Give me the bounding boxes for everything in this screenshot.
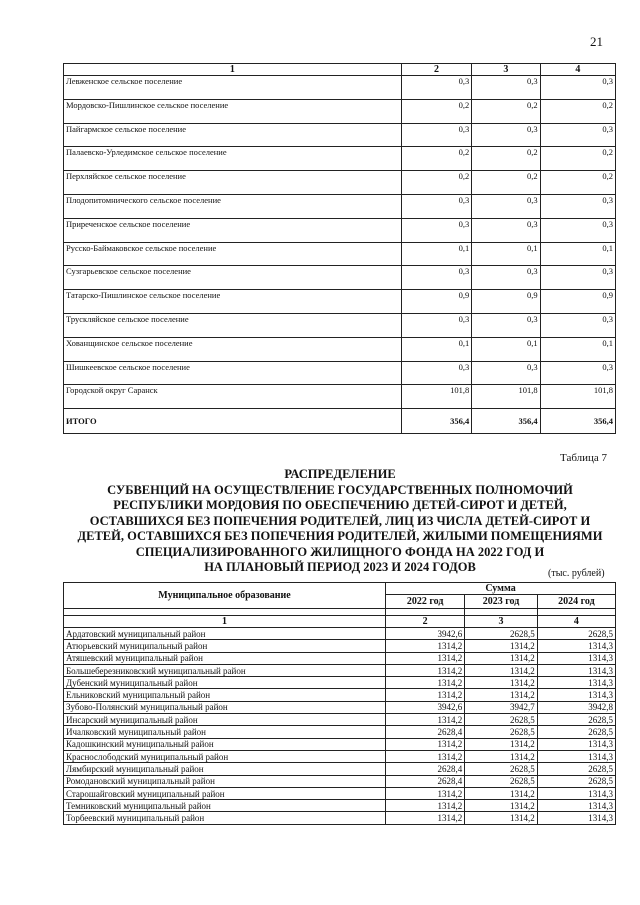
title-line: СУБВЕНЦИЙ НА ОСУЩЕСТВЛЕНИЕ ГОСУДАРСТВЕННЫХ ПОЛНОМОЧИЙ (107, 482, 573, 497)
value-2023: 3942,7 (465, 701, 538, 713)
municipality-name: Мордовско-Пишлинское сельское поселение (64, 99, 402, 123)
value-2022: 0,9 (401, 290, 471, 314)
year-header: 2023 год (465, 595, 538, 609)
value-2022: 2628,4 (386, 726, 465, 738)
column-number: 1 (64, 616, 386, 628)
value-2023: 0,3 (472, 266, 540, 290)
value-2023: 356,4 (472, 409, 540, 434)
subventions-table (63, 582, 616, 825)
value-2024: 0,3 (540, 194, 615, 218)
table-row (64, 147, 616, 171)
value-2023: 0,2 (472, 99, 540, 123)
value-2024: 0,3 (540, 313, 615, 337)
value-2022: 2628,4 (386, 763, 465, 775)
value-2022: 1314,2 (386, 812, 465, 824)
value-2022: 0,3 (401, 361, 471, 385)
value-2023: 2628,5 (465, 726, 538, 738)
municipality-name: Сузгарьевское сельское поселение (64, 266, 402, 290)
value-2024: 0,3 (540, 218, 615, 242)
value-2022: 0,3 (401, 266, 471, 290)
column-header: 4 (540, 64, 615, 76)
value-2022: 1314,2 (386, 738, 465, 750)
municipality-name: Старошайговский муниципальный район (64, 787, 386, 799)
value-2024: 0,3 (540, 76, 615, 100)
municipality-name: Левженское сельское поселение (64, 76, 402, 100)
municipality-name: Большеберезниковский муниципальный район (64, 664, 386, 676)
value-2024: 0,2 (540, 147, 615, 171)
table-row (64, 409, 616, 434)
value-2024: 356,4 (540, 409, 615, 434)
value-2023: 101,8 (472, 385, 540, 409)
table-row (64, 123, 616, 147)
table-row (64, 726, 616, 738)
value-2023: 2628,5 (465, 628, 538, 640)
table-row (64, 171, 616, 195)
value-2024: 0,3 (540, 123, 615, 147)
value-2023: 2628,5 (465, 775, 538, 787)
municipality-name: Приреченское сельское поселение (64, 218, 402, 242)
value-2024: 0,9 (540, 290, 615, 314)
value-2022: 3942,6 (386, 701, 465, 713)
value-2023: 1314,2 (465, 738, 538, 750)
value-2024: 0,3 (540, 361, 615, 385)
units-label: (тыс. рублей) (548, 568, 605, 579)
municipality-name: Краснослободский муниципальный район (64, 750, 386, 762)
value-2023: 1314,2 (465, 787, 538, 799)
column-number: 2 (386, 616, 465, 628)
header-gap (64, 609, 616, 616)
municipality-name: Плодопитомнического сельское поселение (64, 194, 402, 218)
value-2022: 1314,2 (386, 750, 465, 762)
value-2024: 0,1 (540, 337, 615, 361)
municipality-name: Ардатовский муниципальный район (64, 628, 386, 640)
value-2023: 2628,5 (465, 763, 538, 775)
municipality-name: Хованщинское сельское поселение (64, 337, 402, 361)
municipality-name: Городской округ Саранск (64, 385, 402, 409)
value-2024: 2628,5 (537, 726, 615, 738)
municipality-name: Атюрьевский муниципальный район (64, 640, 386, 652)
value-2022: 101,8 (401, 385, 471, 409)
municipality-name: Ичалковский муниципальный район (64, 726, 386, 738)
value-2023: 0,3 (472, 123, 540, 147)
municipality-name: ИТОГО (64, 409, 402, 434)
value-2023: 1314,2 (465, 652, 538, 664)
value-2022: 1314,2 (386, 677, 465, 689)
value-2022: 0,2 (401, 99, 471, 123)
value-2024: 1314,3 (537, 750, 615, 762)
table-header-row (64, 583, 616, 595)
municipality-name: Перхляйское сельское поселение (64, 171, 402, 195)
value-2024: 1314,3 (537, 689, 615, 701)
value-2022: 1314,2 (386, 714, 465, 726)
column-number: 3 (465, 616, 538, 628)
municipality-name: Пайгармское сельское поселение (64, 123, 402, 147)
value-2023: 1314,2 (465, 640, 538, 652)
municipality-name: Палаевско-Урледимское сельское поселение (64, 147, 402, 171)
table-label: Таблица 7 (560, 452, 608, 464)
value-2024: 1314,3 (537, 677, 615, 689)
municipality-header: Муниципальное образование (64, 583, 386, 609)
municipality-name: Кадошкинский муниципальный район (64, 738, 386, 750)
municipality-name: Торбеевский муниципальный район (64, 812, 386, 824)
table-row (64, 99, 616, 123)
value-2023: 1314,2 (465, 800, 538, 812)
year-header: 2022 год (386, 595, 465, 609)
value-2023: 0,9 (472, 290, 540, 314)
table-row (64, 812, 616, 824)
value-2022: 0,1 (401, 337, 471, 361)
value-2024: 0,3 (540, 266, 615, 290)
value-2023: 0,2 (472, 171, 540, 195)
value-2024: 1314,3 (537, 652, 615, 664)
year-header: 2024 год (537, 595, 615, 609)
value-2024: 1314,3 (537, 640, 615, 652)
value-2024: 0,2 (540, 99, 615, 123)
value-2024: 3942,8 (537, 701, 615, 713)
table-row (64, 763, 616, 775)
value-2024: 0,2 (540, 171, 615, 195)
value-2022: 0,3 (401, 194, 471, 218)
title-line: РАСПРЕДЕЛЕНИЕ (284, 467, 396, 481)
title-line: СПЕЦИАЛИЗИРОВАННОГО ЖИЛИЩНОГО ФОНДА НА 2022 ГОД И (135, 544, 545, 559)
value-2024: 0,1 (540, 242, 615, 266)
municipality-name: Зубово-Полянский муниципальный район (64, 701, 386, 713)
page-number: 21 (590, 34, 603, 49)
value-2023: 1314,2 (465, 689, 538, 701)
value-2023: 0,1 (472, 242, 540, 266)
column-header: 3 (472, 64, 540, 76)
value-2024: 2628,5 (537, 628, 615, 640)
value-2022: 0,3 (401, 76, 471, 100)
table-row (64, 242, 616, 266)
municipality-name: Шишкеевское сельское поселение (64, 361, 402, 385)
table-row (64, 664, 616, 676)
value-2023: 1314,2 (465, 812, 538, 824)
value-2024: 1314,3 (537, 664, 615, 676)
table-row (64, 750, 616, 762)
table-row (64, 361, 616, 385)
value-2024: 1314,3 (537, 812, 615, 824)
table-row (64, 313, 616, 337)
value-2022: 356,4 (401, 409, 471, 434)
value-2022: 1314,2 (386, 640, 465, 652)
column-number: 4 (537, 616, 615, 628)
value-2023: 0,1 (472, 337, 540, 361)
value-2024: 101,8 (540, 385, 615, 409)
value-2022: 0,1 (401, 242, 471, 266)
table-row (64, 714, 616, 726)
value-2023: 1314,2 (465, 664, 538, 676)
value-2023: 0,3 (472, 313, 540, 337)
value-2022: 3942,6 (386, 628, 465, 640)
document-title (60, 467, 620, 576)
column-header: 1 (64, 64, 402, 76)
table-row (64, 800, 616, 812)
table-header-row (64, 64, 616, 76)
title-line: РЕСПУБЛИКИ МОРДОВИЯ ПО ОБЕСПЕЧЕНИЮ ДЕТЕЙ-СИРОТ И ДЕТЕЙ, (113, 498, 567, 512)
municipality-name: Атяшевский муниципальный район (64, 652, 386, 664)
table-row (64, 290, 616, 314)
table-row (64, 76, 616, 100)
value-2022: 1314,2 (386, 787, 465, 799)
column-header: 2 (401, 64, 471, 76)
sum-header: Сумма (386, 583, 616, 595)
municipality-name: Татарско-Пишлинское сельское поселение (64, 290, 402, 314)
title-line: ДЕТЕЙ, ОСТАВШИХСЯ БЕЗ ПОПЕЧЕНИЯ РОДИТЕЛЕЙ, ЖИЛЫМИ ПОМЕЩЕНИЯМИ (77, 529, 603, 543)
table-row (64, 337, 616, 361)
value-2024: 1314,3 (537, 800, 615, 812)
value-2024: 1314,3 (537, 787, 615, 799)
table-row (64, 689, 616, 701)
table-row (64, 787, 616, 799)
table-row (64, 266, 616, 290)
value-2023: 0,2 (472, 147, 540, 171)
value-2022: 1314,2 (386, 664, 465, 676)
municipality-name: Темниковский муниципальный район (64, 800, 386, 812)
table-row (64, 775, 616, 787)
table-row (64, 701, 616, 713)
value-2024: 1314,3 (537, 738, 615, 750)
municipality-name: Трускляйское сельское поселение (64, 313, 402, 337)
municipality-name: Ельниковский муниципальный район (64, 689, 386, 701)
municipality-name: Дубенский муниципальный район (64, 677, 386, 689)
value-2023: 2628,5 (465, 714, 538, 726)
value-2022: 0,3 (401, 313, 471, 337)
value-2023: 0,3 (472, 218, 540, 242)
value-2023: 1314,2 (465, 750, 538, 762)
value-2022: 0,3 (401, 218, 471, 242)
value-2024: 2628,5 (537, 714, 615, 726)
value-2022: 0,2 (401, 147, 471, 171)
table-row (64, 194, 616, 218)
table-row (64, 628, 616, 640)
value-2022: 1314,2 (386, 800, 465, 812)
value-2022: 0,3 (401, 123, 471, 147)
title-line: ОСТАВШИХСЯ БЕЗ ПОПЕЧЕНИЯ РОДИТЕЛЕЙ, ЛИЦ ИЗ ЧИСЛА ДЕТЕЙ-СИРОТ И (89, 513, 591, 528)
municipality-name: Инсарский муниципальный район (64, 714, 386, 726)
value-2024: 2628,5 (537, 763, 615, 775)
value-2022: 2628,4 (386, 775, 465, 787)
municipality-name: Ромодановский муниципальный район (64, 775, 386, 787)
table-header-row (64, 616, 616, 628)
value-2023: 0,3 (472, 76, 540, 100)
title-line: НА ПЛАНОВЫЙ ПЕРИОД 2023 И 2024 ГОДОВ (204, 560, 476, 574)
value-2024: 2628,5 (537, 775, 615, 787)
table-row (64, 738, 616, 750)
table-row (64, 677, 616, 689)
value-2022: 0,2 (401, 171, 471, 195)
value-2023: 0,3 (472, 194, 540, 218)
value-2023: 0,3 (472, 361, 540, 385)
table-row (64, 218, 616, 242)
table-row (64, 652, 616, 664)
municipality-name: Лямбирский муниципальный район (64, 763, 386, 775)
value-2022: 1314,2 (386, 652, 465, 664)
table-row (64, 385, 616, 409)
settlements-table (63, 63, 616, 434)
value-2023: 1314,2 (465, 677, 538, 689)
municipality-name: Русско-Баймаковское сельское поселение (64, 242, 402, 266)
table-row (64, 640, 616, 652)
value-2022: 1314,2 (386, 689, 465, 701)
